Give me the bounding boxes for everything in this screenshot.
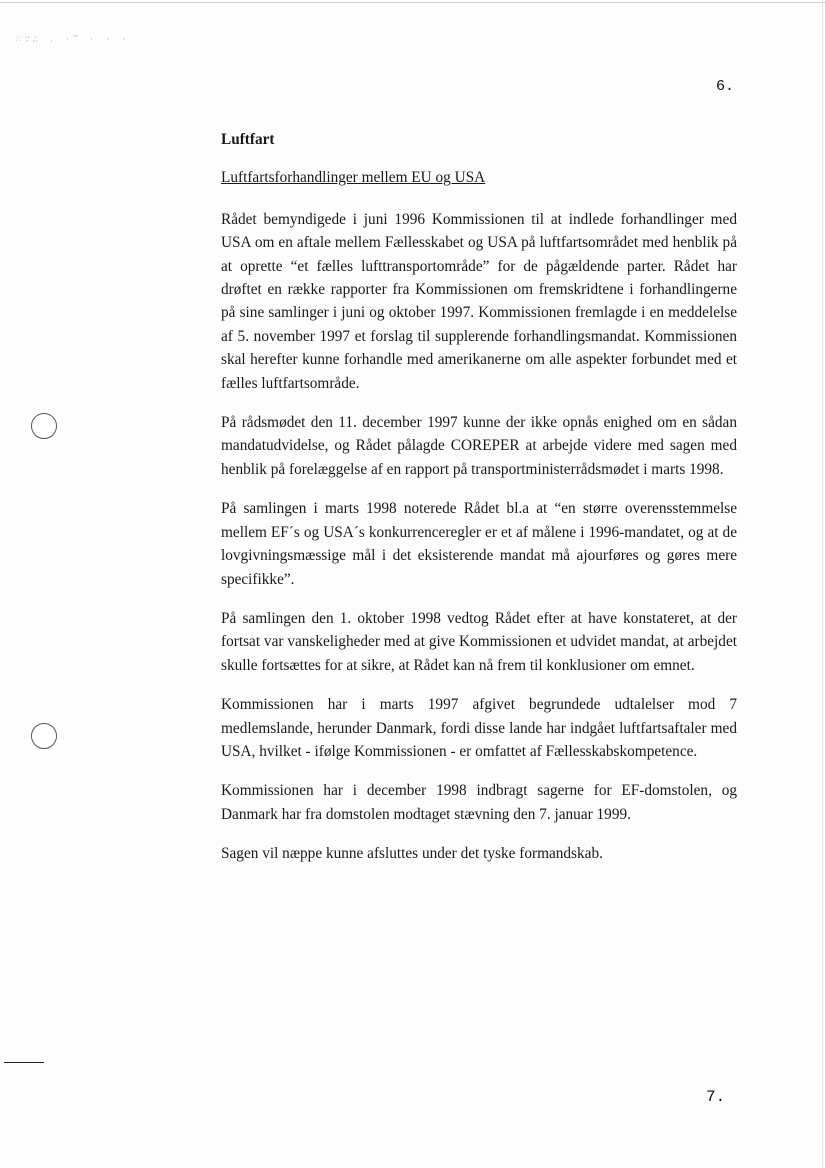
page-number-bottom: 7. [706,1088,726,1106]
punch-hole-icon [31,413,57,439]
paragraph: Kommissionen har i december 1998 indbragt sagerne for EF-domstolen, og Danmark har fra domstolen modtaget stævning den 7. januar 1999. [221,782,737,823]
paragraph: På rådsmødet den 11. december 1997 kunne der ikke opnås enighed om en sådan mandatudvidelse, og Rådet pålagde COREPER at arbejde videre med sagen med henblik på forelæggelse af en rapport på transportministerrådsmødet i marts 1998. [221,414,737,478]
section-subheading: Luftfartsforhandlinger mellem EU og USA [221,169,486,187]
section-heading: Luftfart [221,131,275,148]
scan-artifact: ⁙∵∴ . ·‴ · · · [14,34,129,45]
page-number-top: 6. [716,78,735,95]
paragraph: Sagen vil næppe kunne afsluttes under det tyske formandskab. [221,845,603,863]
right-edge-line [822,0,823,1168]
paragraph: Kommissionen har i marts 1997 afgivet begrundede udtalelser mod 7 medlemslande, herunder Danmark, fordi disse lande har indgået luftfartsaftaler med USA, hvilket - ifølge Kommissionen - er omfattet af Fællesskabskompetence. [221,696,737,760]
fold-mark [4,1062,44,1063]
punch-hole-icon [31,723,57,749]
document-body [221,128,737,866]
top-edge-line [0,2,825,3]
paragraph: På samlingen i marts 1998 noterede Rådet bl.a at “en større overensstemmelse mellem EF´s og USA´s konkurrenceregler er et af målene i 1996-mandatet, og at de lovgivningsmæssige mål i det eksisterende mandat må ajourføres og gøres mere specifikke”. [221,500,737,588]
paragraph: Rådet bemyndigede i juni 1996 Kommissionen til at indlede forhandlinger med USA om en aftale mellem Fællesskabet og USA på luftfartsområdet med henblik på at oprette “et fælles lufttransportområde” for de pågældende parter. Rådet har drøftet en række rapporter fra Kommissionen om fremskridtene i forhandlingerne på sine samlinger i juni og oktober 1997. Kommissionen fremlagde i en meddelelse af 5. november 1997 et forslag til supplerende forhandlingsmandat. Kommissionen skal herefter kunne forhandle med amerikanerne om alle aspekter forbundet med et fælles luftfartsområde. [221,210,737,392]
paragraph: På samlingen den 1. oktober 1998 vedtog Rådet efter at have konstateret, at der fortsat var vanskeligheder med at give Kommissionen et udvidet mandat, at arbejdet skulle fortsættes for at sikre, at Rådet kan nå frem til konklusioner om emnet. [221,609,737,674]
